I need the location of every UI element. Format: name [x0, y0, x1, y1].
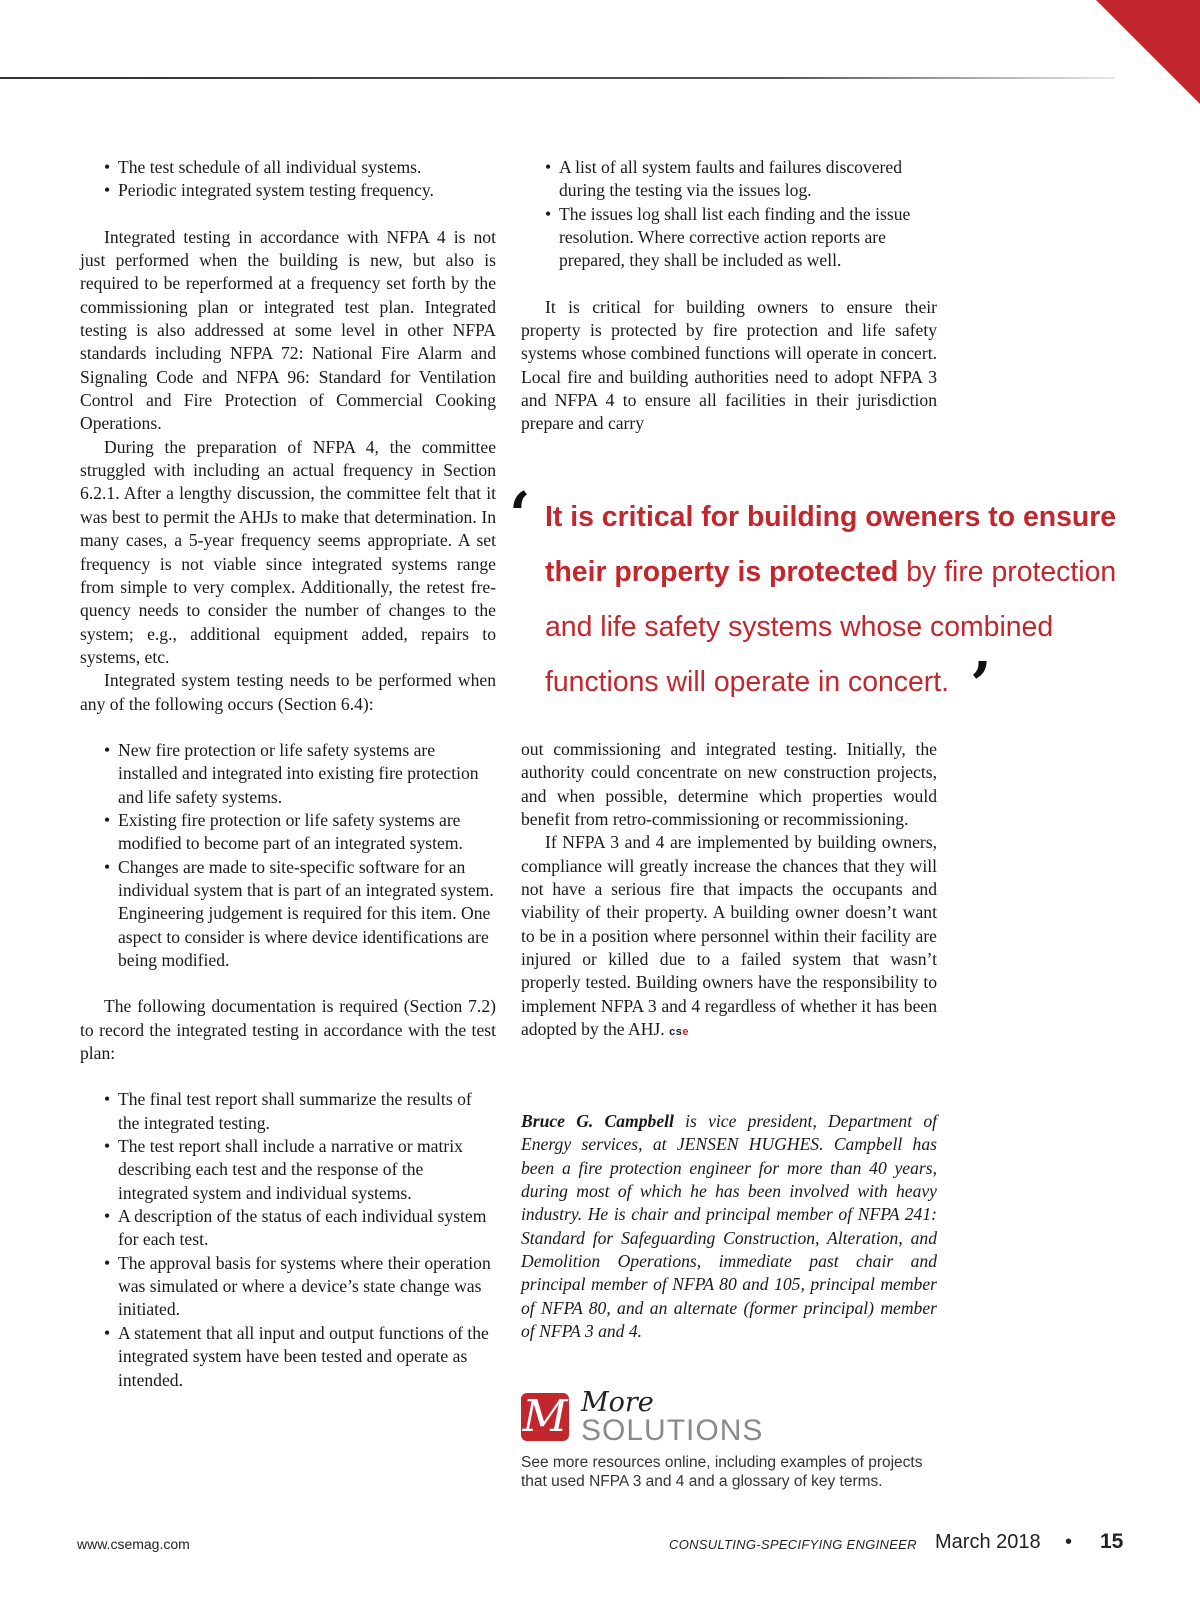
pull-quote	[509, 478, 1155, 721]
pull-quote-regular: by fire protection and life safety systems whose combined functions will operate in concert.	[545, 556, 1117, 698]
end-mark-c: c	[669, 1026, 676, 1039]
paragraph: It is critical for building owners to ensure their property is protected by fire protection and life safety systems whose combined functions will operate in concert. Local fire and building authorities need to adopt NFPA 3 and NFPA 4 to ensure all facilities in their jurisdiction prepare and carry	[521, 296, 937, 434]
list-item: • The test schedule of all individual systems.	[80, 156, 496, 179]
more-solutions-logo-icon: M	[522, 1391, 568, 1442]
author-bio	[521, 1110, 937, 1343]
list-item: • Existing fire protection or life safety systems are modified to become part of an integrated system.	[80, 809, 496, 856]
list-item: • A description of the status of each individual system for each test.	[80, 1205, 496, 1252]
paragraph: Integrated testing in accordance with NFPA 4 is not just performed when the building is new, but also is required to be reperformed at a frequency set forth by the commissioning plan or integrated test plan. Integrated testing is also addressed at some level in other NFPA standards including NFPA 72: National Fire Alarm and Signaling Code and NFPA 96: Standard for Ventilation Control and Fire Protection of Commercial Cooking Operations.	[80, 226, 496, 434]
paragraph-text: If NFPA 3 and 4 are implemented by building owners, compliance will greatly increase the chances that they will not have a serious fire that impacts the occupants and viability of their property. A building owner doesn’t want to be in a position where personnel within their facility are injured or killed due to a failed system that wasn’t properly tested. Building owners have the responsibility to implement NFPA 3 and 4 regardless of whether it has been adopted by the AHJ.	[521, 832, 937, 1040]
end-mark	[669, 1026, 689, 1038]
solutions-label: SOLUTIONS	[581, 1414, 764, 1447]
list-item: • The final test report shall summarize the results of the integrated testing.	[80, 1088, 496, 1135]
list-item: • Changes are made to site-specific software for an individual system that is part of an integrated system. Engineering judgement is required for this item. One aspect to consider is where device identifications are being modified.	[80, 856, 496, 973]
pull-quote-text	[515, 490, 1155, 710]
right-column-bottom	[521, 738, 937, 1044]
more-label: More	[581, 1387, 654, 1418]
left-column	[80, 156, 496, 1392]
footer-date: March 2018	[935, 1531, 1041, 1553]
author-bio-text: is vice president, Department of Energy services, at JENSEN HUGHES. Campbell has been a fire protection engineer for more than 40 years, during most of which he has been involved with heavy industry. He is chair and principal member of NFPA 241: Standard for Safeguarding Construction, Alteration, and Demolition Operations, immediate past chair and principal member of NFPA 80 and 105, principal member of NFPA 80, and an alternate (former principal) member of NFPA 3 and 4.	[521, 1111, 938, 1342]
list-item: • Periodic integrated system testing frequency.	[80, 179, 496, 202]
right-column-top	[521, 156, 937, 436]
corner-accent	[1096, 0, 1200, 104]
list-item: • A statement that all input and output functions of the integrated system have been tested and operate as intended.	[80, 1322, 496, 1392]
bullet-list-test-schedule	[80, 156, 496, 203]
paragraph: During the preparation of NFPA 4, the committee struggled with including an actual frequency in Section 6.2.1. After a lengthy discussion, the committee felt that it was best to permit the AHJs to make that determination. In many cases, a 5-year frequency seems appropriate. A set frequency is not viable since integrated systems range from simple to very complex. Additionally, the retest frequency needs to consider the number of changes to the system; e.g., additional equipment added, repairs to systems, etc.	[80, 436, 496, 667]
page-number: 15	[1100, 1530, 1124, 1553]
more-solutions-description: See more resources online, including examples of projects that used NFPA 3 and 4 and a glossary of key terms.	[521, 1454, 923, 1490]
end-mark-s: s	[675, 1026, 683, 1039]
end-mark-e: e	[682, 1026, 689, 1039]
list-item: • The approval basis for systems where their operation was simulated or where a device’s state change was initiated.	[80, 1252, 496, 1322]
author-name: Bruce G. Campbell	[521, 1111, 674, 1131]
paragraph: Integrated system testing needs to be performed when any of the following occurs (Section 6.4):	[80, 670, 496, 714]
bullet-list-issues-log	[521, 156, 937, 273]
footer-magazine: CONSULTING-SPECIFYING ENGINEER	[669, 1537, 917, 1552]
list-item: • The test report shall include a narrative or matrix describing each test and the response of the integrated system and individual systems.	[80, 1135, 496, 1205]
bullet-list-test-triggers	[80, 739, 496, 972]
footer-separator: •	[1065, 1531, 1073, 1553]
list-item: • New fire protection or life safety systems are installed and integrated into existing fire protection and life safety systems.	[80, 739, 496, 809]
paragraph	[521, 831, 937, 1044]
header-rule	[0, 77, 1115, 79]
open-quote-mark: ‘	[509, 478, 531, 551]
bullet-list-documentation	[80, 1088, 496, 1391]
pull-quote-bold: It is critical for building oweners to ensure their property is protected	[545, 501, 1117, 588]
paragraph: The following documentation is required (Section 7.2) to record the integrated testing in accordance with the test plan:	[80, 996, 496, 1064]
paragraph: out commissioning and integrated testing. Initially, the authority could concentrate on new construction projects, and when possible, determine which properties would benefit from retro-commissioning or recommissioning.	[521, 739, 937, 830]
list-item: • The issues log shall list each finding and the issue resolution. Where corrective action reports are prepared, they shall be included as well.	[521, 203, 937, 273]
footer-url[interactable]: www.csemag.com	[77, 1536, 190, 1552]
list-item: • A list of all system faults and failures discovered during the testing via the issues log.	[521, 156, 937, 203]
close-quote-mark: ’	[970, 648, 992, 721]
